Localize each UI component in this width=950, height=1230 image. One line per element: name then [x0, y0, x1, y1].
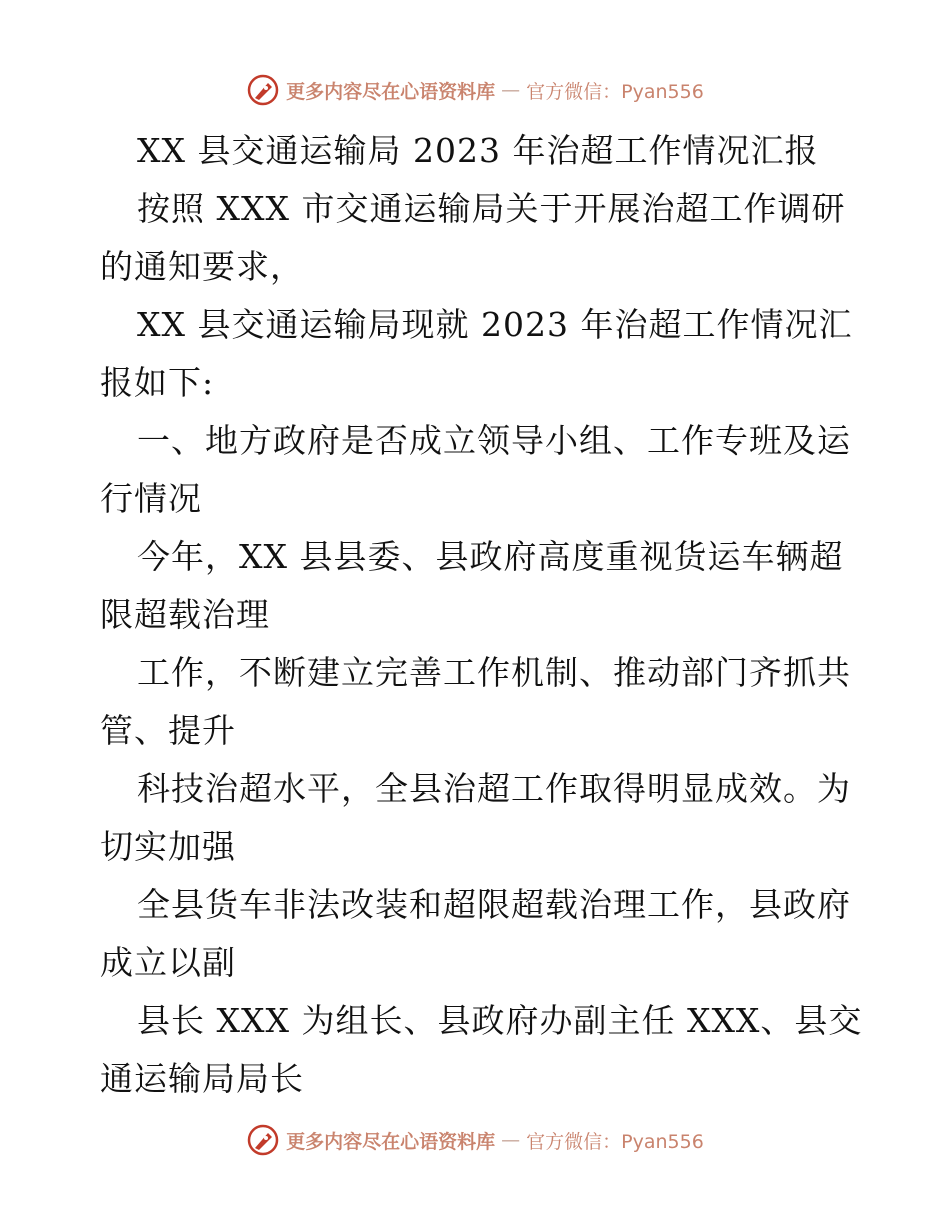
paragraph-line: 切实加强	[100, 827, 236, 866]
paragraph-line: 管、提升	[100, 711, 236, 750]
document-title: XX 县交通运输局 2023 年治超工作情况汇报	[137, 131, 819, 170]
paragraph-line: 工作，不断建立完善工作机制、推动部门齐抓共	[137, 653, 851, 692]
paragraph-line: 限超载治理	[100, 595, 270, 634]
section-heading: 一、地方政府是否成立领导小组、工作专班及运	[137, 421, 851, 460]
paragraph-line: XX 县交通运输局现就 2023 年治超工作情况汇	[137, 305, 853, 344]
watermark-contact: 官方微信：Pyan556	[526, 1130, 704, 1153]
footer-watermark	[0, 1120, 950, 1160]
pen-nib-logo-icon	[246, 73, 280, 107]
paragraph-line: 通运输局局长	[100, 1059, 304, 1098]
paragraph-line: 成立以副	[100, 943, 236, 982]
paragraph-line: 按照 XXX 市交通运输局关于开展治超工作调研	[137, 189, 846, 228]
paragraph-line: 报如下:	[100, 363, 215, 402]
watermark-separator: —	[501, 1129, 521, 1151]
header-watermark	[0, 70, 950, 110]
paragraph-line: 县长 XXX 为组长、县政府办副主任 XXX、县交	[137, 1001, 863, 1040]
watermark-contact: 官方微信：Pyan556	[526, 80, 704, 103]
paragraph-line: 的通知要求，	[100, 247, 304, 286]
paragraph-line: 全县货车非法改装和超限超载治理工作，县政府	[137, 885, 851, 924]
watermark-separator: —	[501, 79, 521, 101]
watermark-text: 更多内容尽在心语资料库	[286, 1130, 496, 1153]
paragraph-line: 今年，XX 县县委、县政府高度重视货运车辆超	[137, 537, 844, 576]
document-body	[100, 122, 863, 1108]
paragraph-line: 科技治超水平，全县治超工作取得明显成效。为	[137, 769, 851, 808]
section-heading: 行情况	[100, 479, 202, 518]
watermark-text: 更多内容尽在心语资料库	[286, 80, 496, 103]
pen-nib-logo-icon	[246, 1123, 280, 1157]
